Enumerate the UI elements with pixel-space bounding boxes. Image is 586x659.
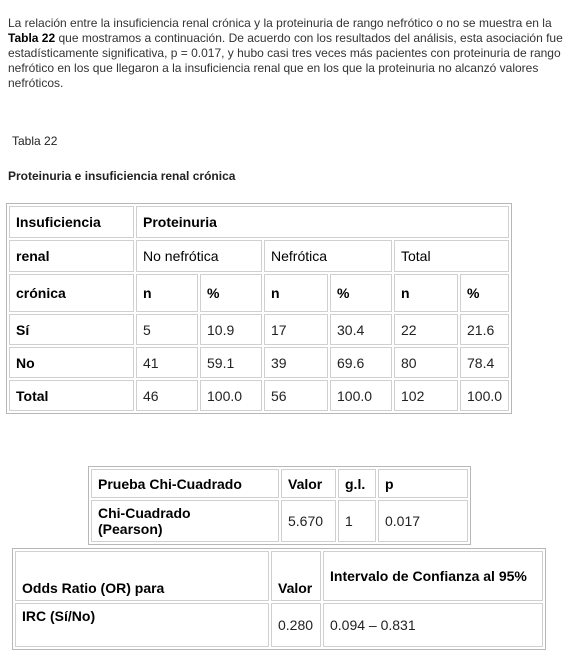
cell: 100.0 xyxy=(330,380,392,411)
cell: 0.017 xyxy=(378,500,468,542)
col-header-nefrotica: Nefrótica xyxy=(264,240,392,272)
cell: 17 xyxy=(264,314,328,345)
sub-pct: % xyxy=(460,274,509,312)
cell: 30.4 xyxy=(330,314,392,345)
table-row xyxy=(9,380,509,411)
cell: 41 xyxy=(136,347,198,378)
cell: 69.6 xyxy=(330,347,392,378)
col-header-no-nefrotica: No nefrótica xyxy=(136,240,262,272)
intro-bold-ref: Tabla 22 xyxy=(8,31,56,45)
table-22 xyxy=(6,203,512,414)
cell: 78.4 xyxy=(460,347,509,378)
table-subtitle: Proteinuria e insuficiencia renal crónica xyxy=(8,169,236,183)
cell: 1 xyxy=(338,500,376,542)
cell: 0.094 – 0.831 xyxy=(323,603,543,647)
sub-pct: % xyxy=(330,274,392,312)
odds-ratio-table xyxy=(12,548,546,650)
group-header-proteinuria: Proteinuria xyxy=(136,206,509,238)
sub-n: n xyxy=(394,274,458,312)
sub-n: n xyxy=(136,274,198,312)
table-row xyxy=(91,500,468,542)
chi-header: Valor xyxy=(281,469,336,498)
or-header: Valor xyxy=(271,551,321,601)
cell: 0.280 xyxy=(271,603,321,647)
cell: 5 xyxy=(136,314,198,345)
chi-header: g.l. xyxy=(338,469,376,498)
cell: 80 xyxy=(394,347,458,378)
row-label: Sí xyxy=(9,314,134,345)
row-header-line-2: renal xyxy=(9,240,134,272)
cell: 46 xyxy=(136,380,198,411)
cell: 100.0 xyxy=(460,380,509,411)
cell: 59.1 xyxy=(200,347,262,378)
table-row xyxy=(15,603,543,647)
chi-row-label-line-1: Chi-Cuadrado xyxy=(98,505,191,521)
row-label: No xyxy=(9,347,134,378)
cell: 21.6 xyxy=(460,314,509,345)
cell: 22 xyxy=(394,314,458,345)
sub-pct: % xyxy=(200,274,262,312)
sub-n: n xyxy=(264,274,328,312)
chi-row-label xyxy=(91,500,279,542)
table-row xyxy=(9,347,509,378)
table-row xyxy=(9,314,509,345)
col-header-total: Total xyxy=(394,240,509,272)
cell: 5.670 xyxy=(281,500,336,542)
chi-square-table xyxy=(88,466,471,545)
cell: 56 xyxy=(264,380,328,411)
row-header-line-1: Insuficiencia xyxy=(9,206,134,238)
or-header: Odds Ratio (OR) para xyxy=(15,551,269,601)
cell: 39 xyxy=(264,347,328,378)
cell: 100.0 xyxy=(200,380,262,411)
intro-paragraph xyxy=(8,16,580,91)
intro-text-1: La relación entre la insuficiencia renal crónica y la proteinuria de rango nefrótico o no se muestra en la xyxy=(8,16,552,30)
chi-header: Prueba Chi-Cuadrado xyxy=(91,469,279,498)
chi-header: p xyxy=(378,469,468,498)
cell: 10.9 xyxy=(200,314,262,345)
row-label: Total xyxy=(9,380,134,411)
row-header-line-3: crónica xyxy=(9,274,134,312)
cell: 102 xyxy=(394,380,458,411)
intro-text-2: que mostramos a continuación. De acuerdo con los resultados del análisis, esta asociación fue estadísticamente significativa, p = 0.017, y hubo casi tres veces más pacientes con proteinuria de rango nefrótico en los que llegaron a la insuficiencia renal que en los que la proteinuria no alcanzó valores nefróticos. xyxy=(8,31,563,90)
or-row-label: IRC (Sí/No) xyxy=(15,603,269,647)
or-header: Intervalo de Confianza al 95% xyxy=(323,551,543,601)
chi-row-label-line-2: (Pearson) xyxy=(98,521,163,537)
table-caption: Tabla 22 xyxy=(12,134,58,148)
